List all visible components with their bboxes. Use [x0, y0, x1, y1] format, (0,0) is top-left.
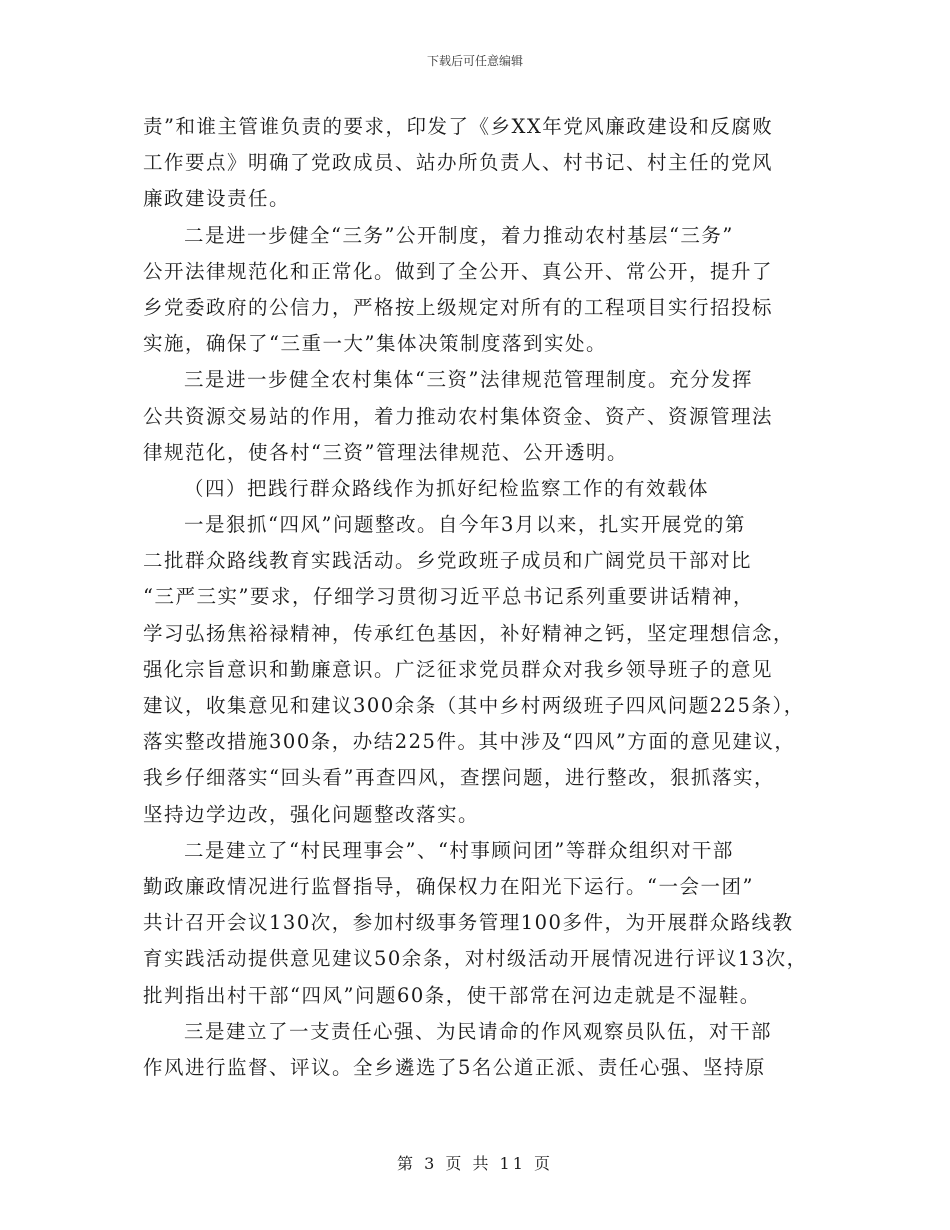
- text-line: 学习弘扬焦裕禄精神，传承红色基因，补好精神之钙，坚定理想信念，: [143, 621, 795, 645]
- text-line: 作风进行监督、评议。全乡遴选了5名公道正派、责任心强、坚持原: [143, 1055, 766, 1079]
- text-line: 实施，确保了“三重一大”集体决策制度落到实处。: [143, 332, 607, 356]
- paragraph-start-line: 三是建立了一支责任心强、为民请命的作风观察员队伍，对干部: [184, 1019, 773, 1043]
- text-line: 责”和谁主管谁负责的要求，印发了《乡XX年党风廉政建设和反腐败: [143, 115, 774, 138]
- text-line: 建议，收集意见和建议300余条（其中乡村两级班子四风问题225条），: [143, 694, 805, 717]
- paragraph-start-line: 三是进一步健全农村集体“三资”法律规范管理制度。充分发挥: [184, 368, 753, 392]
- text-line: 律规范化，使各村“三资”管理法律规范、公开透明。: [143, 440, 628, 464]
- paragraph-start-line: 一是狠抓“四风”问题整改。自今年3月以来，扎实开展党的第: [184, 513, 746, 537]
- text-line: 育实践活动提供意见建议50余条，对村级活动开展情况进行评议13次，: [143, 947, 808, 971]
- text-line: 坚持边学边改，强化问题整改落实。: [143, 802, 480, 826]
- text-line: 勤政廉政情况进行监督指导，确保权力在阳光下运行。“一会一团”: [143, 874, 754, 898]
- text-line: 批判指出村干部“四风”问题60条，使干部常在河边走就是不湿鞋。: [143, 983, 761, 1007]
- page-number-footer: 第 3 页 共 11 页: [397, 1154, 553, 1173]
- paragraph-start-line: 二是建立了“村民理事会”、“村事顾问团”等群众组织对干部: [184, 838, 734, 862]
- text-line: 工作要点》明确了党政成员、站办所负责人、村书记、村主任的党风: [143, 151, 774, 175]
- document-body: [143, 109, 833, 1086]
- text-line: 落实整改措施300条，办结225件。其中涉及“四风”方面的意见建议，: [143, 730, 796, 754]
- paragraph-start-line: 二是进一步健全“三务”公开制度，着力推动农村基层“三务”: [184, 223, 734, 247]
- page-header-note: 下载后可任意编辑: [426, 54, 523, 68]
- section-heading: （四）把践行群众路线作为抓好纪检监察工作的有效载体: [184, 476, 710, 500]
- text-line: 公开法律规范化和正常化。做到了全公开、真公开、常公开，提升了: [143, 259, 774, 283]
- text-line: 共计召开会议130次，参加村级事务管理100多件，为开展群众路线教: [143, 911, 794, 935]
- text-line: 乡党委政府的公信力，严格按上级规定对所有的工程项目实行招投标: [143, 295, 774, 319]
- text-line: 二批群众路线教育实践活动。乡党政班子成员和广阔党员干部对比: [143, 549, 753, 573]
- text-line: 我乡仔细落实“回头看”再查四风，查摆问题，进行整改，狠抓落实，: [143, 766, 775, 790]
- text-line: 公共资源交易站的作用，着力推动农村集体资金、资产、资源管理法: [143, 404, 774, 428]
- text-line: 廉政建设责任。: [143, 187, 291, 211]
- text-line: “三严三实”要求，仔细学习贯彻习近平总书记系列重要讲话精神，: [143, 585, 754, 609]
- text-line: 强化宗旨意识和勤廉意识。广泛征求党员群众对我乡领导班子的意见: [143, 657, 774, 681]
